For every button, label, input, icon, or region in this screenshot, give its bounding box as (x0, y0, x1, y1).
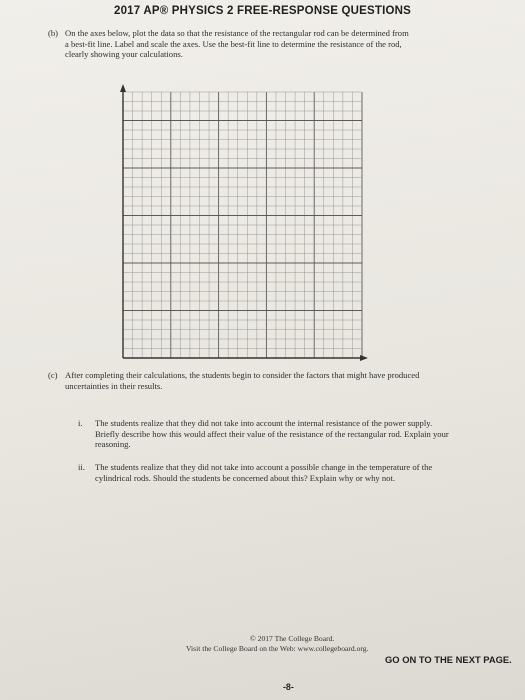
part-b-line: On the axes below, plot the data so that the resistance of the rectangular rod can be determined from (65, 28, 409, 38)
graph-grid-svg (118, 84, 368, 364)
x-axis-arrow-icon (360, 355, 368, 361)
part-c-i-line: The students realize that they did not take into account the internal resistance of the power supply. (95, 418, 433, 428)
part-c-i-line: reasoning. (95, 439, 131, 449)
website-notice: Visit the College Board on the Web: www.collegeboard.org. (186, 644, 369, 653)
part-b-question (48, 28, 488, 60)
part-c-ii-label: ii. (78, 462, 85, 472)
go-on-notice: GO ON TO THE NEXT PAGE. (385, 654, 512, 665)
graph-grid[interactable] (118, 84, 368, 364)
copyright-notice: © 2017 The College Board. (250, 634, 335, 643)
part-c-ii-question (78, 462, 518, 483)
part-c-ii-line: cylindrical rods. Should the students be concerned about this? Explain why or why not. (95, 472, 396, 483)
page-number: -8- (283, 682, 294, 692)
part-c-i-question (78, 418, 518, 450)
part-b-label: (b) (48, 28, 59, 38)
part-c-i-label: i. (78, 418, 83, 428)
part-c-line: uncertainties in their results. (65, 380, 163, 391)
part-c-ii-line: The students realize that they did not take into account a possible change in the temperature of the (95, 462, 433, 472)
part-b-line: a best-fit line. Label and scale the axes. Use the best-fit line to determine the resistance of the rod, (65, 38, 402, 49)
page-header: 2017 AP® PHYSICS 2 FREE-RESPONSE QUESTIONS (113, 5, 411, 17)
part-b-line: clearly showing your calculations. (65, 49, 183, 59)
part-c-i-line: Briefly describe how this would affect their value of the resistance of the rectangular rod. Explain your (95, 428, 449, 439)
part-c-line: After completing their calculations, the students begin to consider the factors that might have produced (65, 370, 420, 380)
part-c-label: (c) (48, 370, 58, 380)
part-c-question (48, 370, 498, 391)
